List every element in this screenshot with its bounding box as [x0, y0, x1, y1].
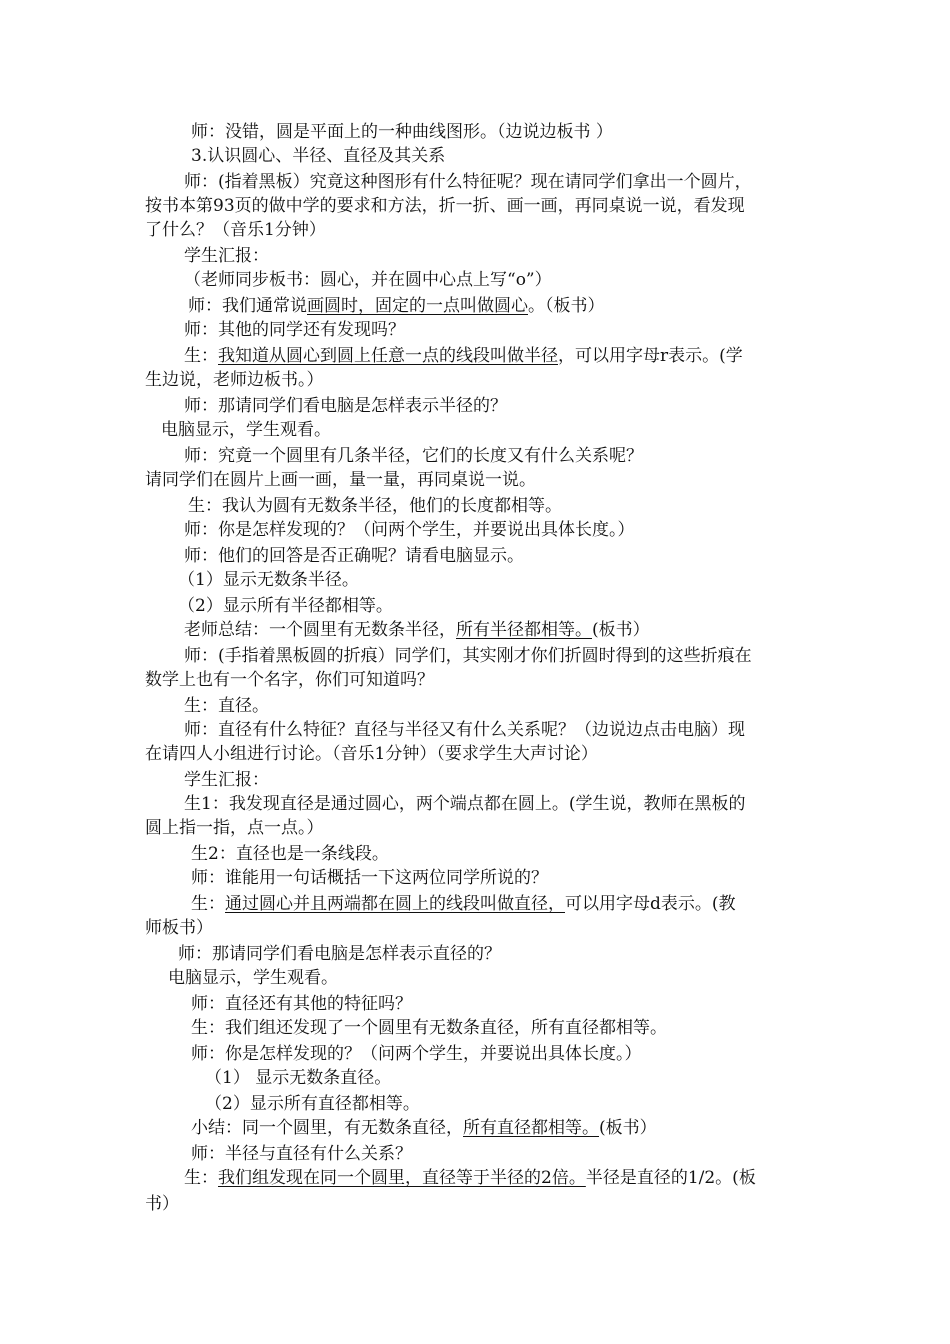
text-segment: 小结：同一个圆里，有无数条直径， — [191, 1118, 463, 1138]
text-segment: 师：直径还有其他的特征吗？ — [191, 994, 412, 1014]
text-segment: (板书） — [592, 620, 650, 640]
underlined-text: 我知道从圆心到圆上任意一点的线段叫做半径 — [218, 346, 558, 366]
text-line — [0, 170, 950, 194]
text-line — [0, 1116, 950, 1140]
text-line — [0, 294, 950, 318]
text-line — [0, 742, 950, 766]
text-segment: 师：直径有什么特征？直径与半径又有什么关系呢？（边说边点击电脑）现 — [184, 720, 745, 740]
text-line — [0, 268, 950, 292]
text-segment: （2）显示所有半径都相等。 — [178, 596, 393, 616]
text-line — [0, 718, 950, 742]
text-line — [0, 694, 950, 718]
text-line — [0, 942, 950, 966]
underlined-text: 所有半径都相等。 — [456, 620, 592, 640]
text-line — [0, 792, 950, 816]
text-line — [0, 394, 950, 418]
text-segment: 生： — [184, 1168, 218, 1188]
text-line — [0, 468, 950, 492]
text-line — [0, 218, 950, 242]
text-segment: 学生汇报： — [184, 246, 269, 266]
text-line — [0, 866, 950, 890]
text-line — [0, 368, 950, 392]
text-line — [0, 966, 950, 990]
text-segment: 按书本第93页的做中学的要求和方法，折一折、画一画，再同桌说一说，看发现 — [145, 196, 745, 216]
text-line — [0, 816, 950, 840]
underlined-text: 通过圆心并且两端都在圆上的线段叫做直径， — [225, 894, 565, 914]
text-segment: 生： — [191, 894, 225, 914]
text-segment: 师：其他的同学还有发现吗？ — [184, 320, 405, 340]
text-segment: 生1：我发现直径是通过圆心，两个端点都在圆上。(学生说，教师在黑板的 — [184, 794, 746, 814]
text-segment: 请同学们在圆片上画一画，量一量，再同桌说一说。 — [145, 470, 536, 490]
text-line — [0, 1166, 950, 1190]
text-segment: 3.认识圆心、半径、直径及其关系 — [191, 146, 446, 166]
text-line — [0, 344, 950, 368]
text-segment: 师：半径与直径有什么关系？ — [191, 1144, 412, 1164]
text-segment: 数学上也有一个名字，你们可知道吗？ — [145, 670, 434, 690]
text-line — [0, 768, 950, 792]
text-line — [0, 1066, 950, 1090]
text-segment: 师：他们的回答是否正确呢？请看电脑显示。 — [184, 546, 524, 566]
text-segment: 师：(手指着黑板圆的折痕）同学们，其实刚才你们折圆时得到的这些折痕在 — [184, 646, 752, 666]
text-line — [0, 544, 950, 568]
text-line — [0, 594, 950, 618]
text-segment: 师：究竟一个圆里有几条半径，它们的长度又有什么关系呢？ — [184, 446, 643, 466]
text-line — [0, 618, 950, 642]
text-line — [0, 1142, 950, 1166]
text-segment: 电脑显示，学生观看。 — [168, 968, 338, 988]
text-line — [0, 568, 950, 592]
text-line — [0, 1042, 950, 1066]
text-segment: （老师同步板书：圆心，并在圆中心点上写“o”） — [184, 270, 552, 290]
text-line — [0, 644, 950, 668]
text-segment: （1）显示无数条半径。 — [178, 570, 359, 590]
text-line — [0, 842, 950, 866]
text-segment: (板书） — [599, 1118, 657, 1138]
text-segment: 师：没错，圆是平面上的一种曲线图形。（边说边板书 ） — [191, 122, 613, 142]
text-line — [0, 120, 950, 144]
underlined-text: 我们组发现在同一个圆里，直径等于半径的2倍。 — [218, 1168, 586, 1188]
text-line — [0, 1092, 950, 1116]
text-line — [0, 892, 950, 916]
text-line — [0, 418, 950, 442]
text-line — [0, 1016, 950, 1040]
text-segment: 生边说，老师边板书。） — [145, 370, 324, 390]
text-segment: 生： — [184, 346, 218, 366]
text-segment: 师：那请同学们看电脑是怎样表示半径的？ — [184, 396, 507, 416]
text-segment: 生：我们组还发现了一个圆里有无数条直径，所有直径都相等。 — [191, 1018, 667, 1038]
text-segment: （2）显示所有直径都相等。 — [205, 1094, 420, 1114]
underlined-text: 画圆时，固定的一点叫做圆心 — [307, 296, 528, 316]
text-segment: 师：你是怎样发现的？（问两个学生，并要说出具体长度。） — [184, 520, 635, 540]
text-line — [0, 444, 950, 468]
text-segment: 生2：直径也是一条线段。 — [191, 844, 389, 864]
text-segment: 在请四人小组进行讨论。（音乐1分钟）（要求学生大声讨论） — [145, 744, 598, 764]
text-segment: 。（板书） — [528, 296, 605, 316]
text-segment: 生：我认为圆有无数条半径，他们的长度都相等。 — [188, 496, 562, 516]
text-line — [0, 194, 950, 218]
text-segment: 生：直径。 — [184, 696, 269, 716]
text-segment: 半径是直径的1/2。(板 — [585, 1168, 756, 1188]
text-segment: 师板书） — [145, 918, 213, 938]
text-segment: 师：你是怎样发现的？（问两个学生，并要说出具体长度。） — [191, 1044, 642, 1064]
text-line — [0, 518, 950, 542]
text-segment: 了什么？（音乐1分钟） — [145, 220, 326, 240]
text-line — [0, 992, 950, 1016]
text-line — [0, 1192, 950, 1216]
text-segment: 师：谁能用一句话概括一下这两位同学所说的？ — [191, 868, 548, 888]
underlined-text: 所有直径都相等。 — [463, 1118, 599, 1138]
text-line — [0, 916, 950, 940]
text-segment: 可以用字母d表示。(教 — [565, 894, 736, 914]
text-line — [0, 668, 950, 692]
text-segment: 圆上指一指，点一点。） — [145, 818, 324, 838]
text-line — [0, 318, 950, 342]
text-line — [0, 144, 950, 168]
text-segment: 师：(指着黑板）究竟这种图形有什么特征呢？现在请同学们拿出一个圆片， — [184, 172, 752, 192]
text-segment: 学生汇报： — [184, 770, 269, 790]
text-segment: 师：我们通常说 — [188, 296, 307, 316]
text-segment: ，可以用字母r表示。(学 — [558, 346, 743, 366]
text-line — [0, 494, 950, 518]
text-segment: （1） 显示无数条直径。 — [205, 1068, 392, 1088]
text-segment: 师：那请同学们看电脑是怎样表示直径的？ — [178, 944, 501, 964]
text-segment: 电脑显示，学生观看。 — [161, 420, 331, 440]
text-segment: 书） — [145, 1194, 179, 1214]
text-line — [0, 244, 950, 268]
text-segment: 老师总结：一个圆里有无数条半径， — [184, 620, 456, 640]
